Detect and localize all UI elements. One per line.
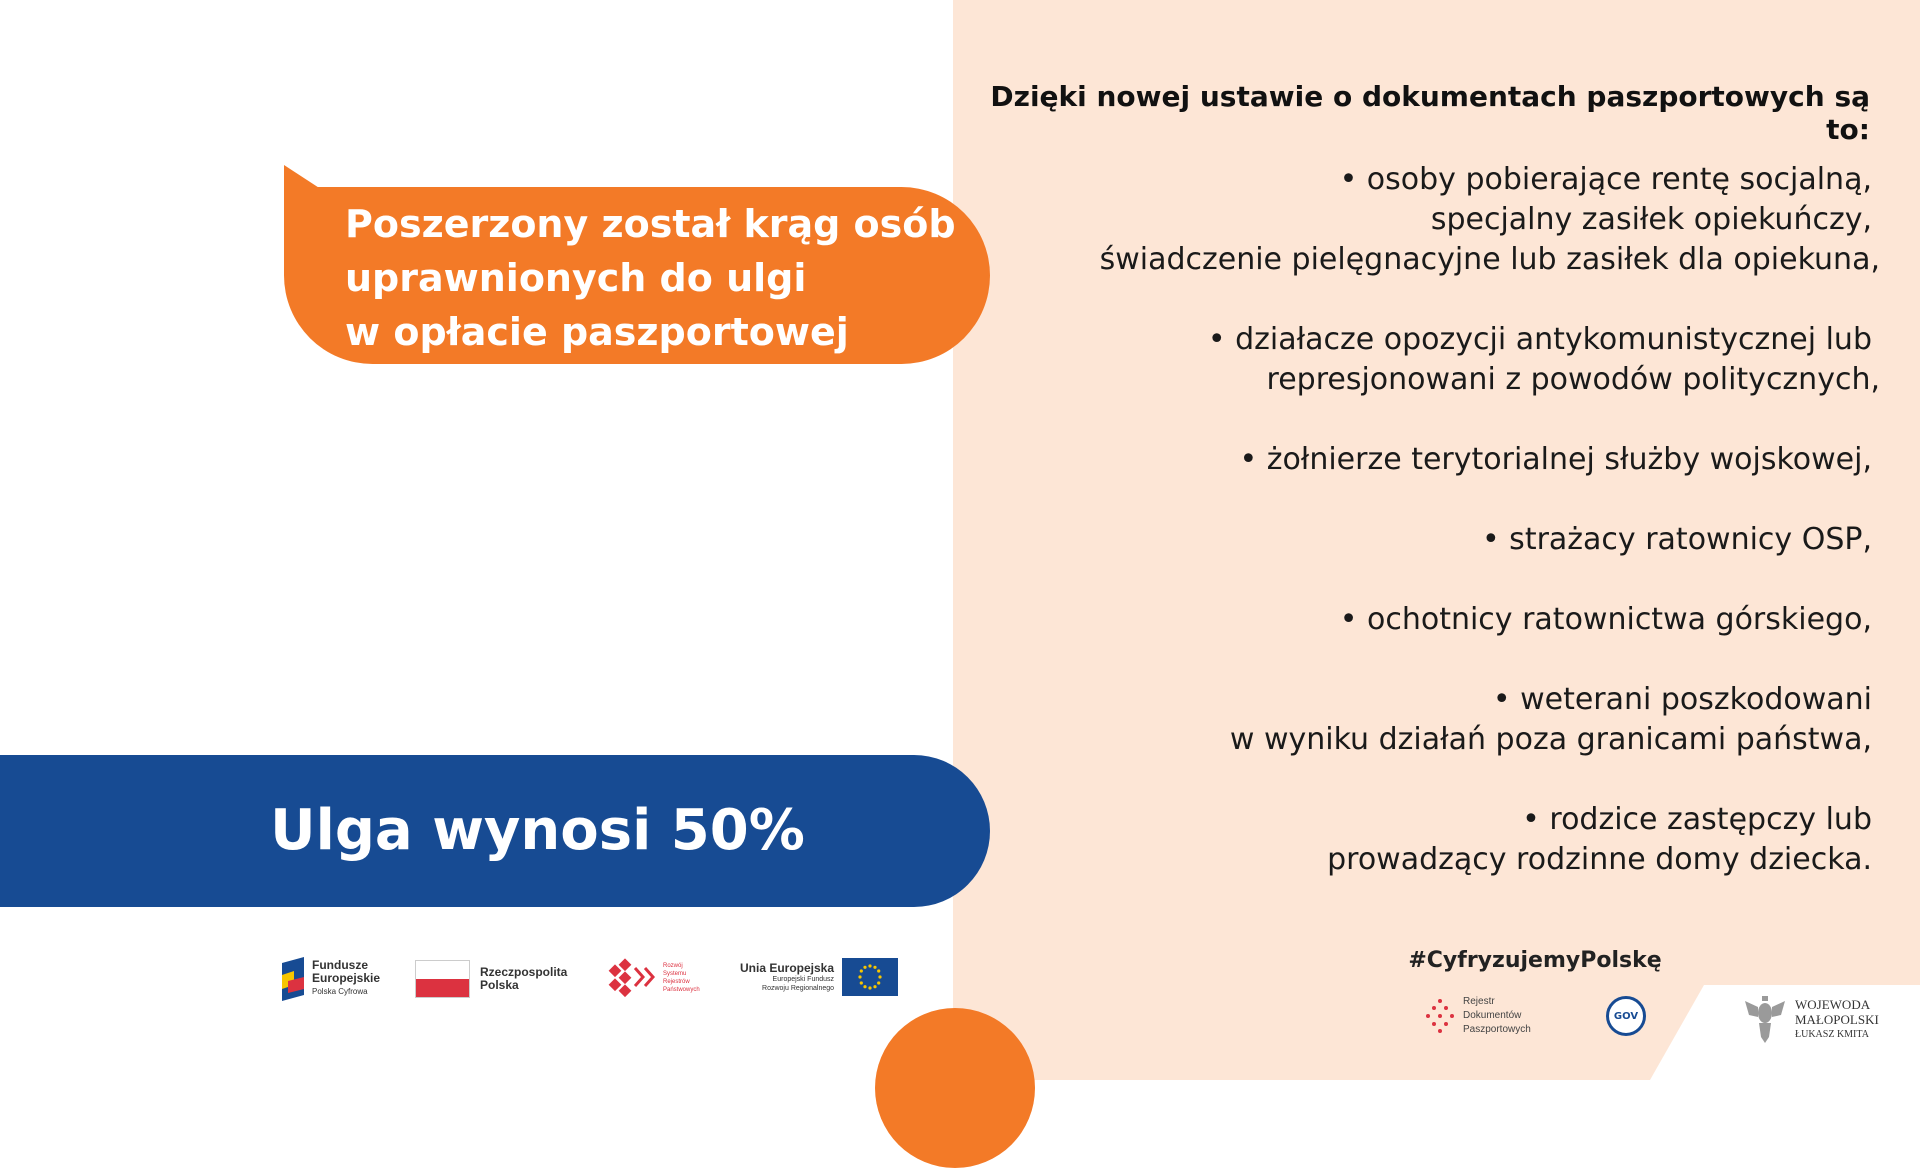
list-item-line: • osoby pobierające rentę socjalną, [1339,162,1872,197]
logo-text: Rejestr [1463,996,1495,1007]
eu-flag-icon [842,958,898,996]
logo-text: Dokumentów [1463,1010,1522,1021]
logo-text: Paszportowych [1463,1024,1531,1035]
list-item-line: świadczenie pielęgnacyjne lub zasiłek dla opiekuna, [1099,242,1880,277]
logo-text: Unia Europejska [740,960,835,975]
list-heading: Dzięki nowej ustawie o dokumentach paszportowych są to: [990,80,1870,146]
hashtag: #CyfryzujemyPolskę [1408,948,1662,973]
fundusze-europejskie-logo [280,955,380,1001]
unia-europejska-logo [740,958,898,996]
orange-circle-decoration [875,1008,1035,1168]
gov-badge-icon [1606,996,1646,1036]
bubble-line-2: uprawnionych do ulgi [345,256,807,300]
logo-text: Polska [480,978,519,992]
list-item [1000,440,1872,480]
logo-text: ŁUKASZ KMITA [1795,1028,1869,1040]
logo-text: Państwowych [663,987,700,993]
bubble-line-1: Poszerzony został krąg osób [345,202,956,246]
bubble-line-3: w opłacie paszportowej [345,310,849,354]
list-item [1000,520,1872,560]
logo-text: Rozwój [663,963,683,969]
list-item-line: • weterani poszkodowani [1492,682,1872,717]
list-item-line: represjonowani z powodów politycznych, [1266,362,1880,397]
wojewoda-malopolski-logo [1743,993,1879,1045]
gov-text: GOV [1613,1010,1639,1022]
list-item-line: • strażacy ratownicy OSP, [1481,522,1872,557]
logo-text: Europejskie [312,970,381,985]
list-item-line: specjalny zasiłek opiekuńczy, [1430,202,1872,237]
list-item-line: prowadzący rodzinne domy dziecka. [1327,842,1872,877]
logo-text: Europejski Fundusz [772,975,835,983]
discount-text: Ulga wynosi 50% [270,798,805,863]
bubble-headline [345,197,965,359]
krsp-logo [603,958,700,998]
logo-text: MAŁOPOLSKI [1795,1011,1879,1027]
gov-logo [1606,996,1646,1036]
list-item-line: • rodzice zastępczy lub [1522,802,1872,837]
list-item-line: w wyniku działań poza granicami państwa, [1229,722,1872,757]
rejestr-dokumentow-logo [1425,995,1531,1037]
rzeczpospolita-polska-logo [415,960,567,998]
logo-text: Fundusze [312,957,368,972]
list-item-line: • działacze opozycji antykomunistycznej lub [1207,322,1872,357]
list-item-line: • żołnierze terytorialnej służby wojskowej, [1239,442,1872,477]
eagle-emblem-icon [1743,993,1787,1045]
krsp-icon [603,958,659,998]
list-item-line: • ochotnicy ratownictwa górskiego, [1339,602,1872,637]
logo-text: Systemu [663,971,687,977]
logo-text: WOJEWODA [1795,996,1871,1012]
list-item [1000,320,1880,400]
list-item [1000,160,1880,280]
polish-flag-icon [415,960,470,998]
fundusze-europejskie-icon [280,955,306,1001]
list-item [1000,800,1872,880]
eligible-groups-list [1000,160,1880,920]
logo-text: Rozwoju Regionalnego [762,984,835,992]
dots-icon [1425,996,1455,1036]
list-item [1000,680,1872,760]
logo-text: Rejestrów [663,979,690,985]
list-item [1000,600,1872,640]
logo-text: Polska Cyfrowa [312,986,368,996]
logo-text: Rzeczpospolita [480,965,568,979]
